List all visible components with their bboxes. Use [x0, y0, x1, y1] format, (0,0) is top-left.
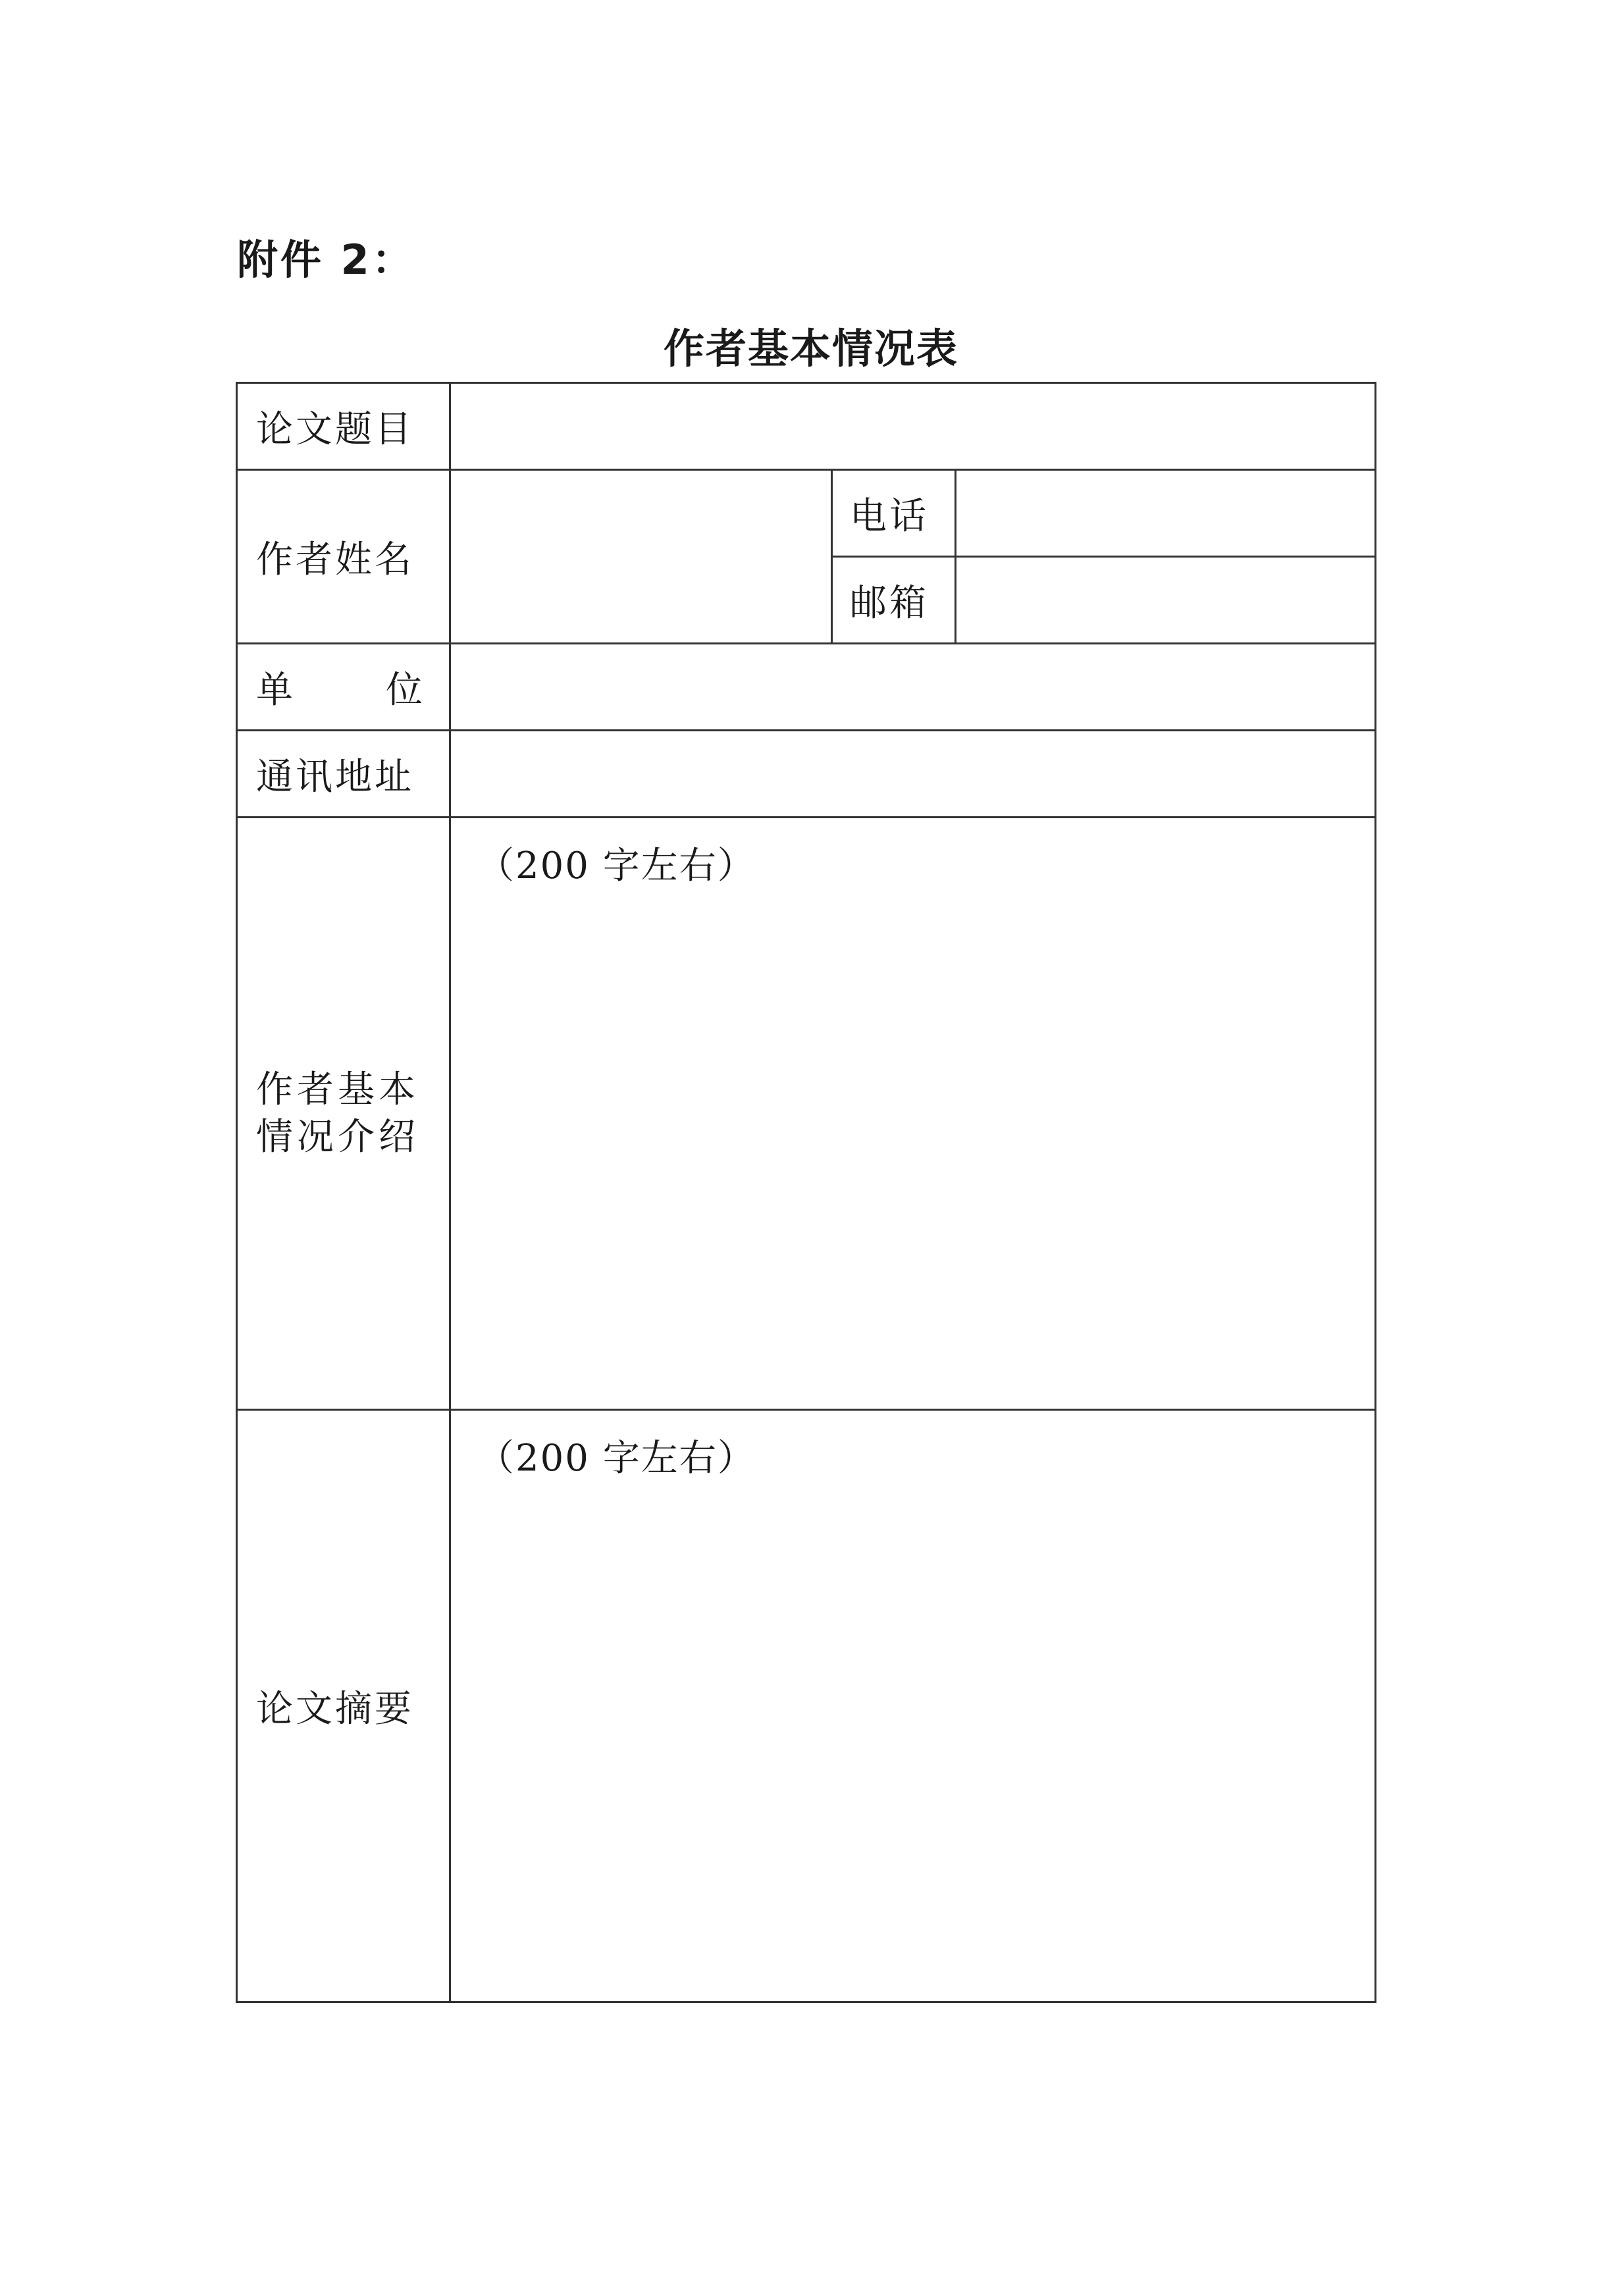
author-intro-label-line1: 作者基本 [256, 1068, 419, 1111]
author-name-label: 作者姓名 [237, 470, 450, 644]
phone-field[interactable] [956, 470, 1376, 557]
author-name-field[interactable] [450, 470, 832, 644]
abstract-label: 论文摘要 [237, 1410, 450, 2002]
address-label: 通讯地址 [237, 731, 450, 818]
unit-label-right: 位 [386, 668, 423, 712]
phone-label: 电话 [832, 470, 956, 557]
form-title: 作者基本情况表 [663, 325, 958, 373]
author-intro-label [237, 818, 450, 1410]
unit-label [237, 644, 450, 731]
attachment-label: 附件 2： [237, 236, 415, 284]
author-intro-label-line2: 情况介绍 [256, 1115, 419, 1159]
abstract-hint: （200 字左右） [477, 1437, 756, 1480]
address-field[interactable] [450, 731, 1376, 818]
email-field[interactable] [956, 557, 1376, 644]
unit-label-left: 单 [256, 668, 293, 712]
unit-field[interactable] [450, 644, 1376, 731]
email-label: 邮箱 [832, 557, 956, 644]
author-intro-field[interactable] [450, 818, 1376, 1410]
author-info-table [236, 382, 1376, 2003]
row-paper-title [237, 383, 1376, 470]
author-intro-hint: （200 字左右） [477, 845, 756, 887]
paper-title-label: 论文题目 [237, 383, 450, 470]
paper-title-field[interactable] [450, 383, 1376, 470]
row-unit [237, 644, 1376, 731]
row-abstract [237, 1410, 1376, 2002]
row-address [237, 731, 1376, 818]
abstract-field[interactable] [450, 1410, 1376, 2002]
row-author-intro [237, 818, 1376, 1410]
row-author-name [237, 470, 1376, 557]
